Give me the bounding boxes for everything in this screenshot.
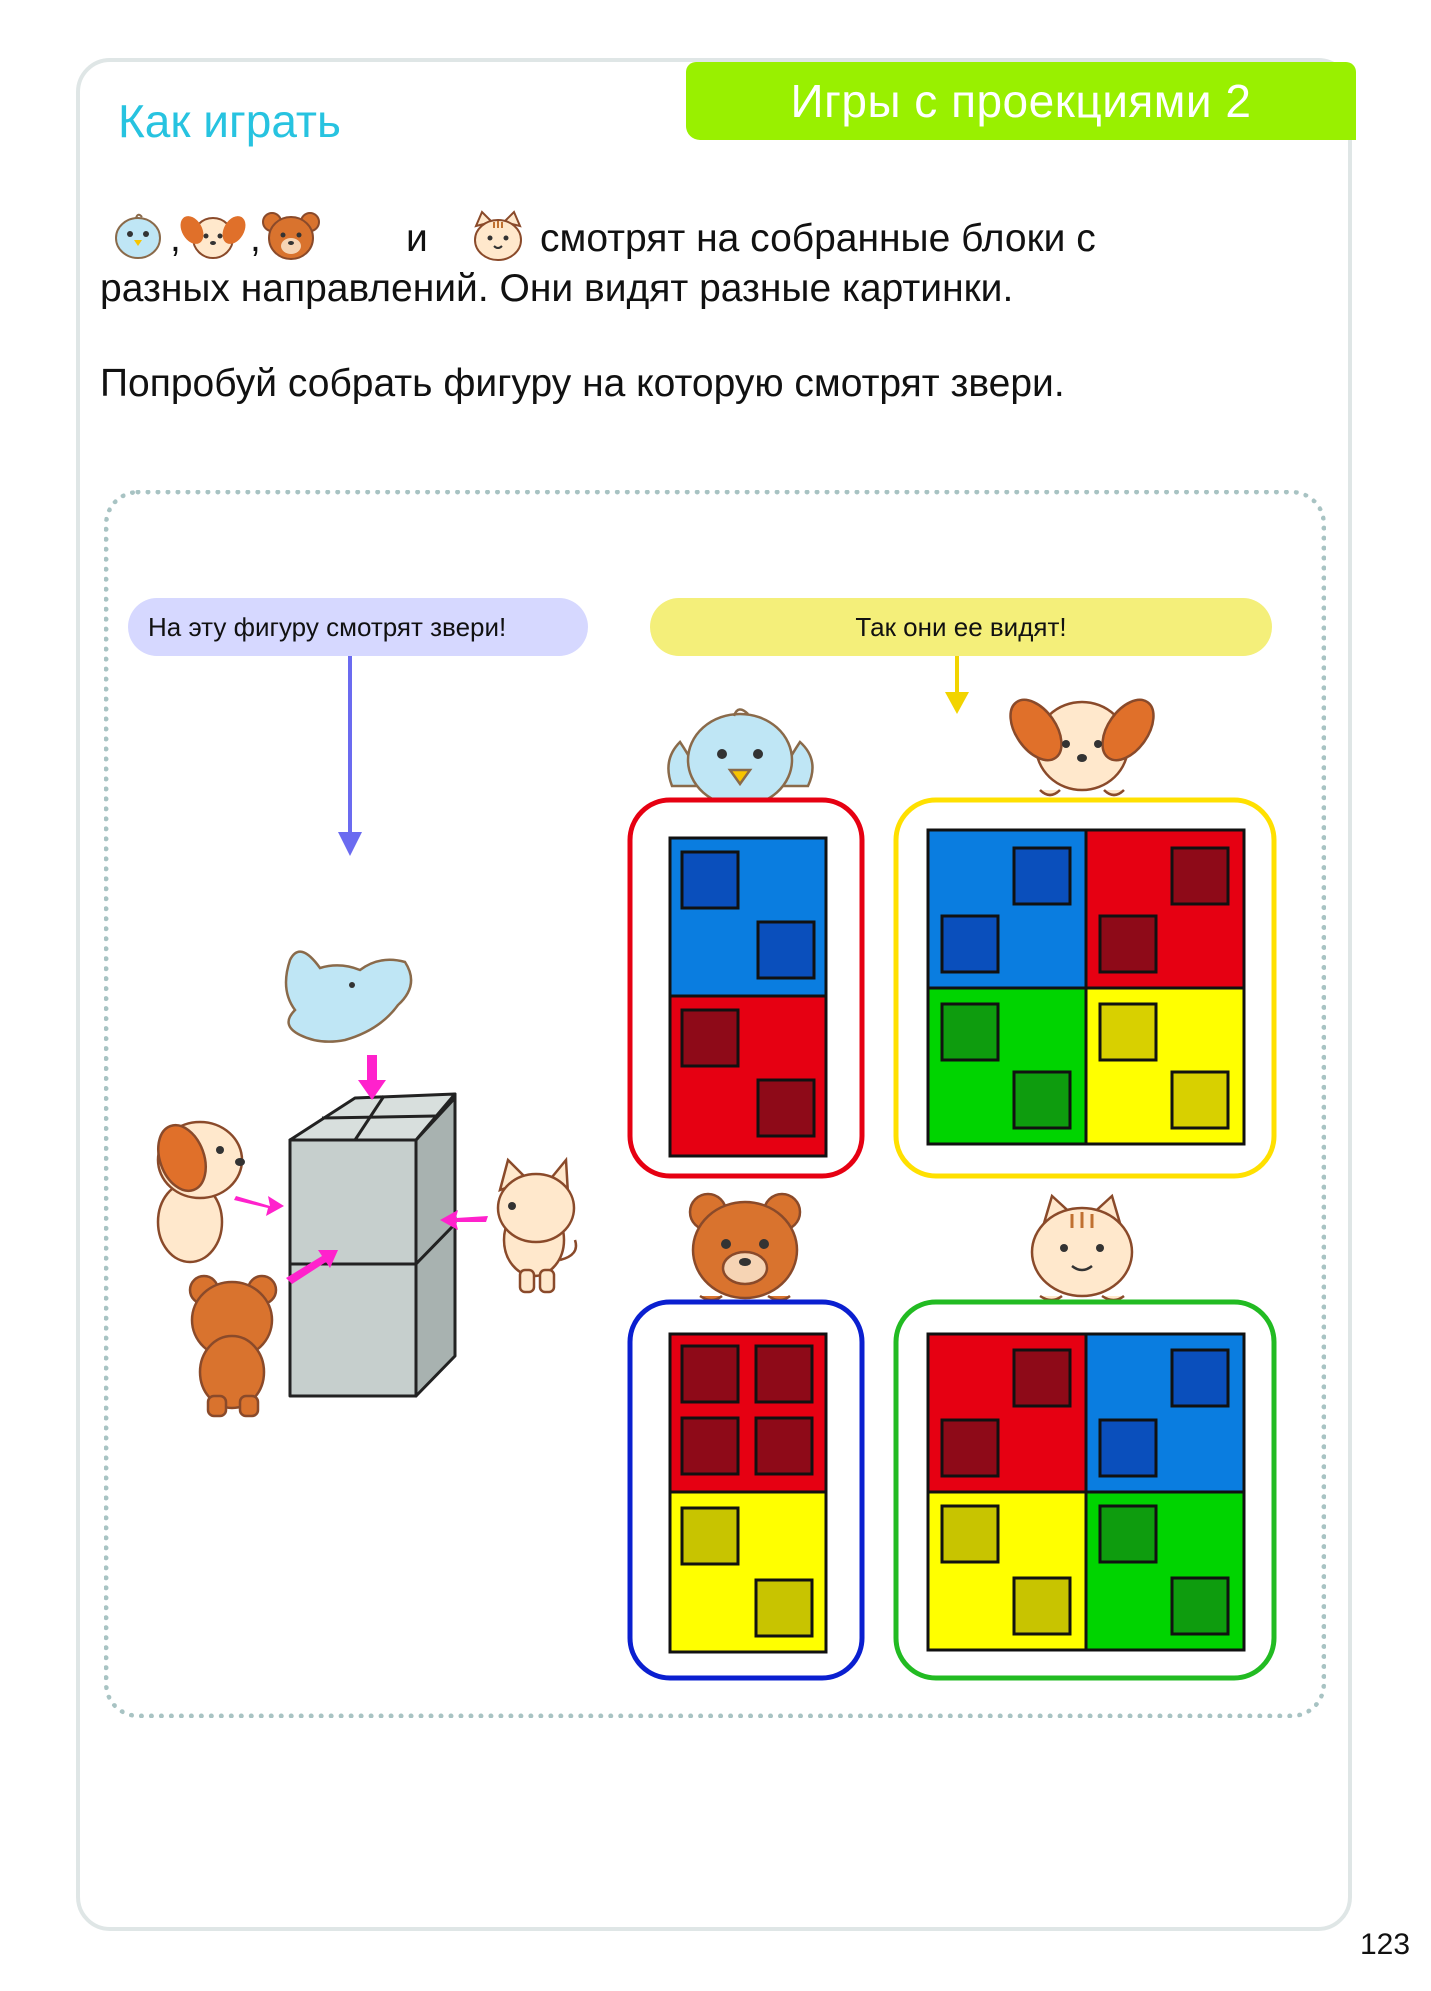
arrow-down-left [338, 656, 362, 856]
section-heading: Как играть [118, 95, 341, 147]
intro-line1: смотрят на собранные блоки с [540, 217, 1096, 260]
bird-viewer-icon [668, 709, 812, 806]
view-dog [896, 691, 1274, 1176]
view-bear [630, 1194, 862, 1678]
bear-viewer-icon [690, 1194, 800, 1300]
bear-character [190, 1276, 276, 1416]
page-number: 123 [1360, 1928, 1411, 1961]
cat-character [498, 1160, 576, 1292]
task-prompt: Попробуй собрать фигуру на которую смотрят звери. [100, 362, 1065, 405]
page-title: Игры с проекциями 2 [686, 62, 1356, 140]
view-cat [896, 1196, 1274, 1678]
view-bird [630, 709, 862, 1176]
arrow-down-right [945, 656, 969, 714]
intro-line2: разных направлений. Они видят разные картинки. [100, 267, 1014, 310]
dog-character [150, 1119, 245, 1262]
dog-viewer-icon [1000, 691, 1164, 795]
block-figure [290, 1094, 455, 1396]
label-views: Так они ее видят! [650, 598, 1272, 656]
separator: , [170, 217, 181, 260]
cat-viewer-icon [1032, 1196, 1132, 1300]
and-word: и [406, 217, 428, 260]
label-figure: На эту фигуру смотрят звери! [128, 598, 588, 656]
bird-character [286, 952, 411, 1042]
separator: , [250, 217, 261, 260]
